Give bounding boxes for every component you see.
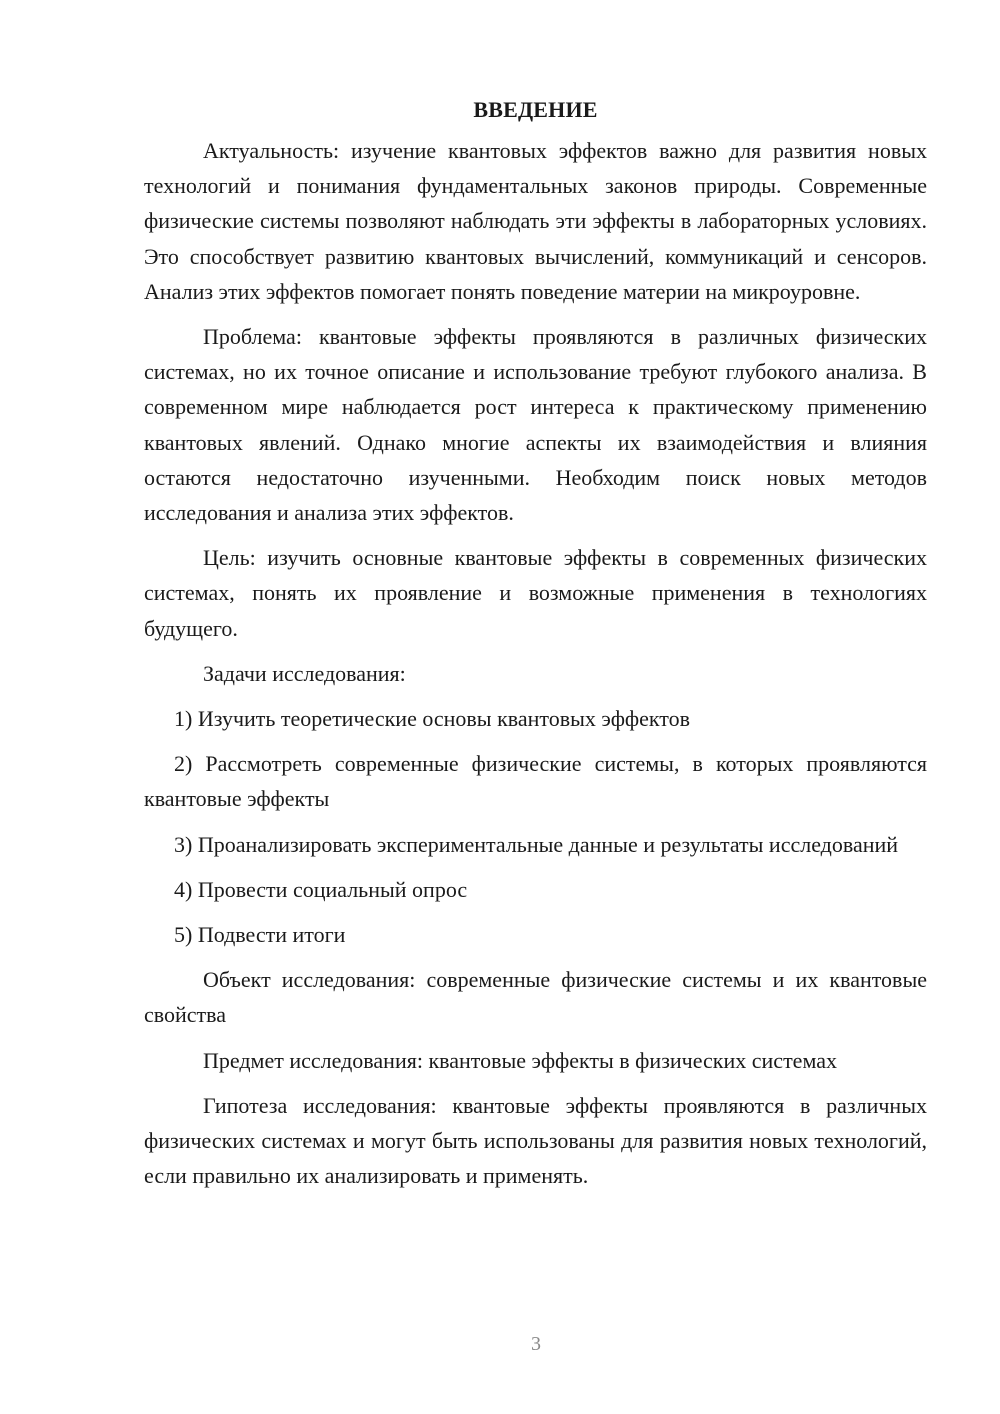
task-item-5: 5) Подвести итоги: [174, 922, 346, 948]
page-number: 3: [531, 1333, 541, 1355]
paragraph-subject: Предмет исследования: квантовые эффекты в физических системах: [203, 1047, 837, 1073]
paragraph-relevance: Актуальность: изучение квантовых эффектов важно для развития новых технологий и понимания фундаментальных законов природы. Современные физические системы позволяют наблюдать эти эффекты в лабораторных условиях. Это способствует развитию квантовых вычислений, коммуникаций и сенсоров. Анализ этих эффектов помогает понять поведение материи на микроуровне.: [144, 138, 927, 304]
paragraph-goal: Цель: изучить основные квантовые эффекты в современных физических системах, понять их проявление и возможные применения в технологиях будущего.: [144, 545, 927, 641]
task-item-2: 2) Рассмотреть современные физические системы, в которых проявляются квантовые эффекты: [144, 751, 927, 812]
task-item-1: 1) Изучить теоретические основы квантовых эффектов: [174, 706, 690, 732]
paragraph-hypothesis: Гипотеза исследования: квантовые эффекты проявляются в различных физических системах и могут быть использованы для развития новых технологий, если правильно их анализировать и применять.: [144, 1092, 927, 1189]
paragraph-tasks-heading: Задачи исследования:: [203, 660, 406, 686]
document-page: [144, 92, 927, 1203]
task-item-4: 4) Провести социальный опрос: [174, 876, 468, 902]
paragraph-problem: Проблема: квантовые эффекты проявляются в различных физических системах, но их точное описание и использование требуют глубокого анализа. В современном мире наблюдается рост интереса к практическому применению квантовых явлений. Однако многие аспекты их взаимодействия и влияния остаются недостаточно изученными. Необходим поиск новых методов исследования и анализа этих эффектов.: [144, 324, 927, 526]
section-title: ВВЕДЕНИЕ: [473, 97, 598, 122]
paragraph-object: Объект исследования: современные физические системы и их квантовые свойства: [144, 967, 927, 1028]
task-item-3: 3) Проанализировать экспериментальные данные и результаты исследований: [174, 831, 899, 857]
